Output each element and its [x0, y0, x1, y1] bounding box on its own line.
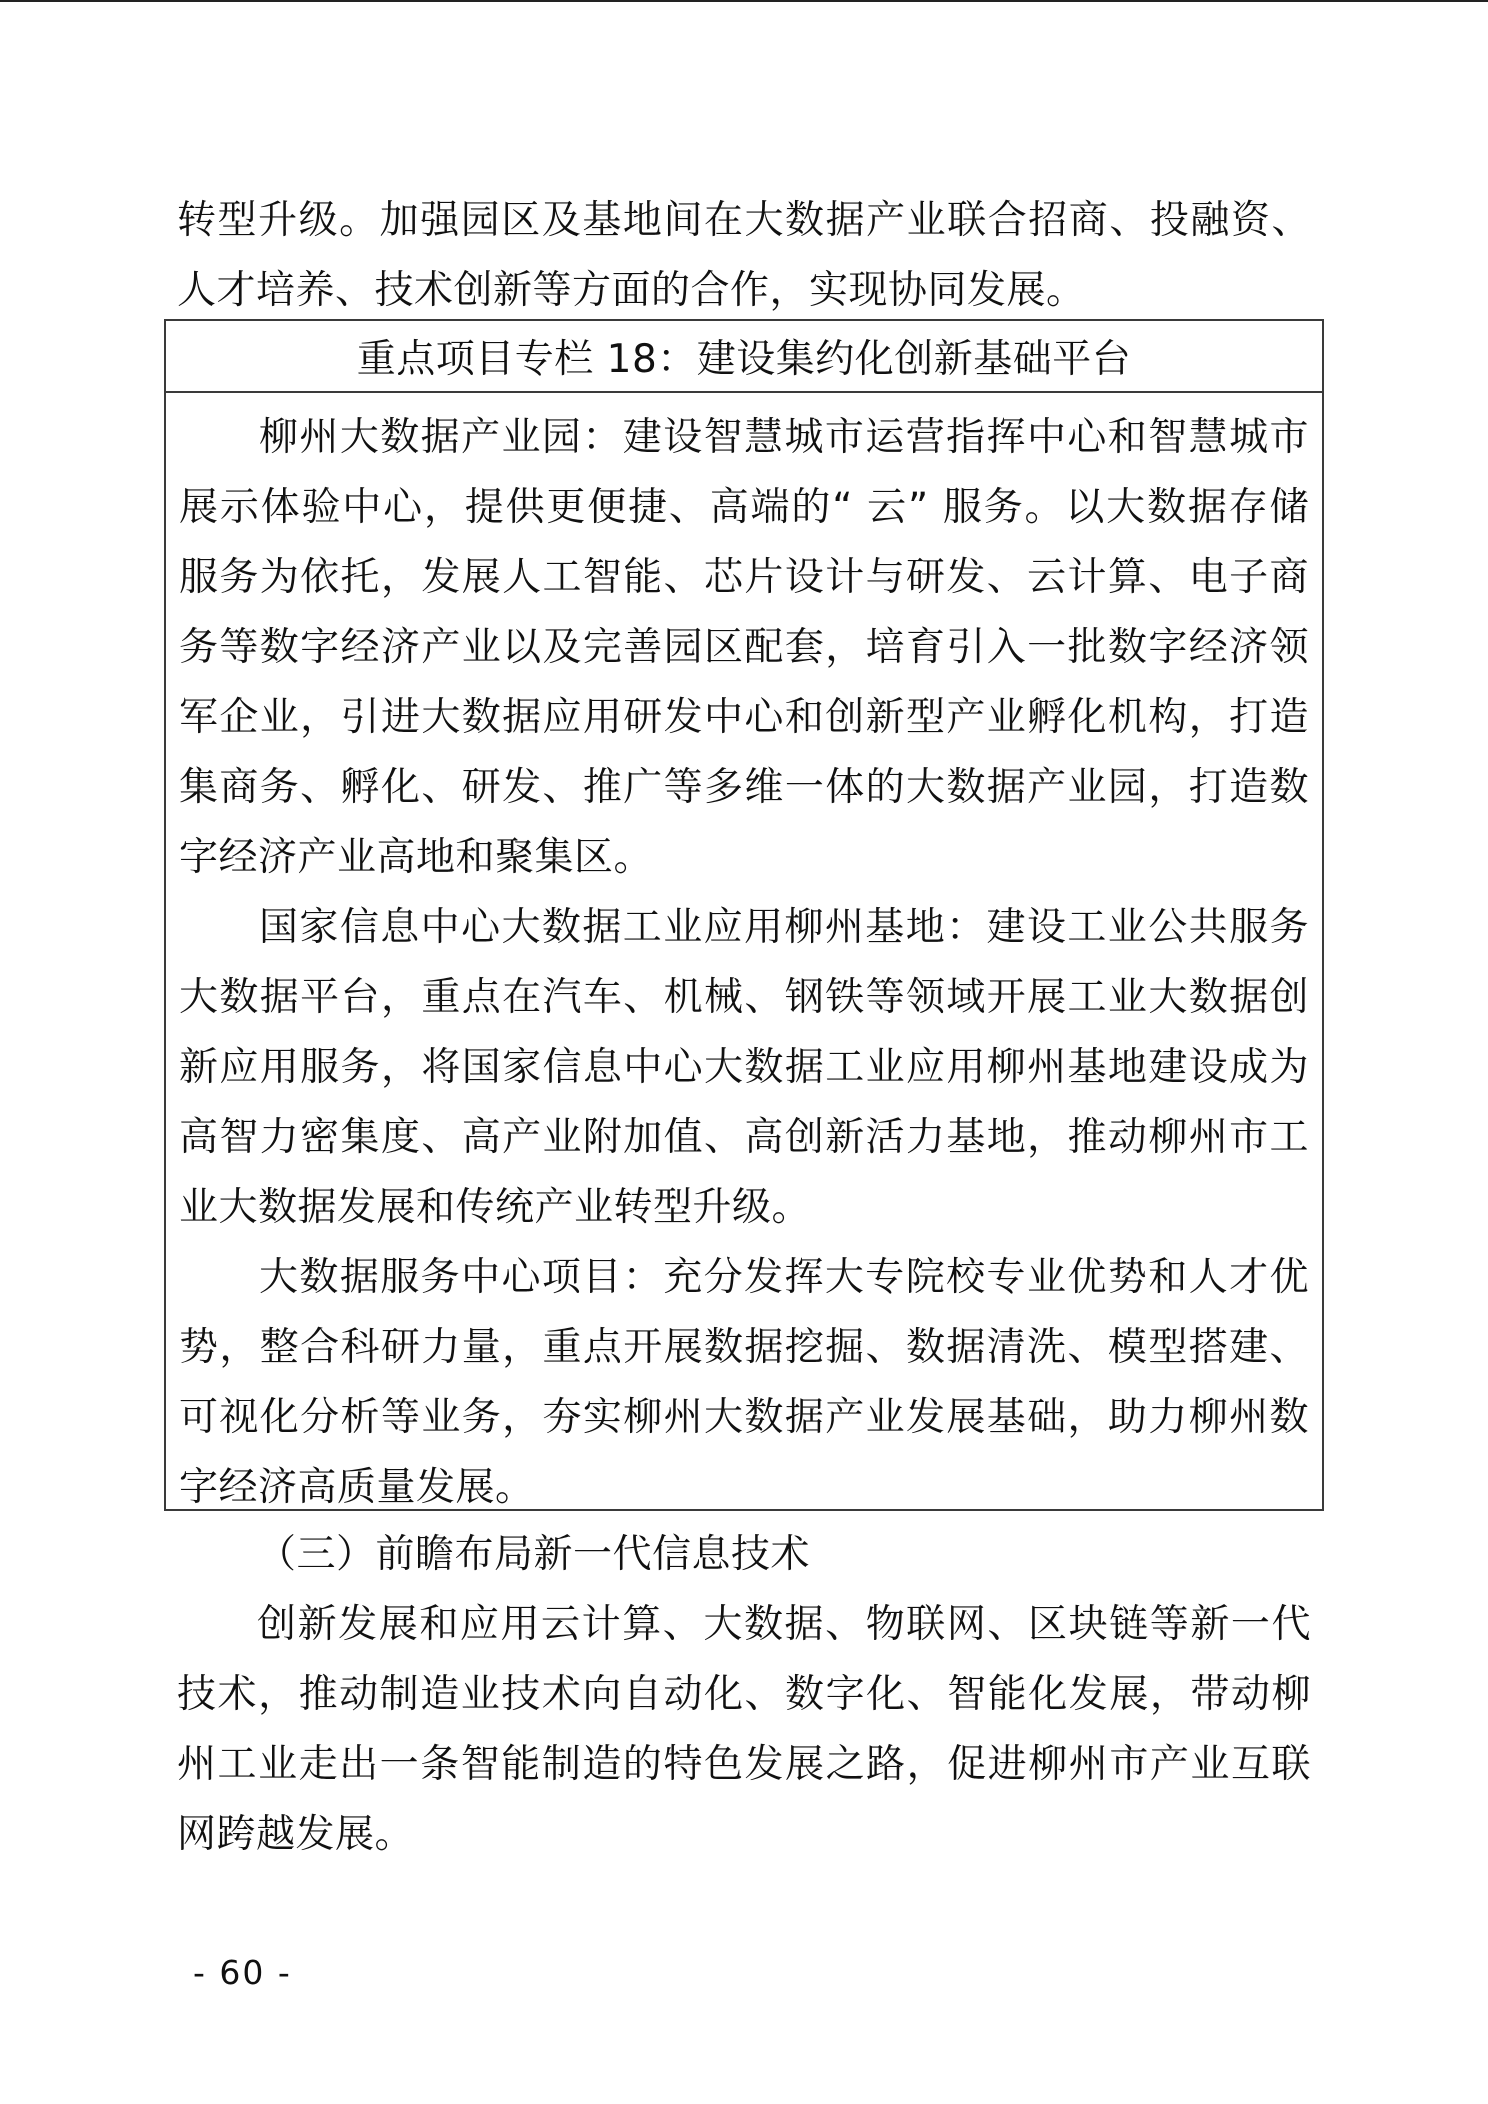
project-paragraph-big-data-service-center: 大数据服务中心项目：充分发挥大专院校专业优势和人才优势，整合科研力量，重点开展数据挖掘、数据清洗、模型搭建、可视化分析等业务，夯实柳州大数据产业发展基础，助力柳州数字经济高质量发展。	[179, 1255, 1309, 1510]
project-paragraph-national-info-center-base: 国家信息中心大数据工业应用柳州基地：建设工业公共服务大数据平台，重点在汽车、机械、钢铁等领域开展工业大数据创新应用服务，将国家信息中心大数据工业应用柳州基地建设成为高智力密集度、高产业附加值、高创新活力基地，推动柳州市工业大数据发展和传统产业转型升级。	[179, 905, 1309, 1230]
project-paragraph-liuzhou-big-data-park: 柳州大数据产业园：建设智慧城市运营指挥中心和智慧城市展示体验中心，提供更便捷、高端的“ 云” 服务。以大数据存储服务为依托，发展人工智能、芯片设计与研发、云计算、电子商务等数字经济产业以及完善园区配套，培育引入一批数字经济领军企业，引进大数据应用研发中心和创新型产业孵化机构，打造集商务、孵化、研发、推广等多维一体的大数据产业园，打造数字经济产业高地和聚集区。	[179, 415, 1309, 880]
intro-paragraph: 转型升级。加强园区及基地间在大数据产业联合招商、投融资、人才培养、技术创新等方面的合作，实现协同发展。	[177, 198, 1311, 313]
page-number: - 60 -	[193, 1953, 292, 1992]
key-project-box	[164, 319, 1324, 1511]
section-heading: （三）前瞻布局新一代信息技术	[257, 1532, 811, 1577]
section-paragraph: 创新发展和应用云计算、大数据、物联网、区块链等新一代技术，推动制造业技术向自动化、数字化、智能化发展，带动柳州工业走出一条智能制造的特色发展之路，促进柳州市产业互联网跨越发展。	[177, 1602, 1311, 1857]
top-border-line	[0, 0, 1488, 2]
key-project-box-title: 重点项目专栏 18：建设集约化创新基础平台	[166, 321, 1322, 393]
